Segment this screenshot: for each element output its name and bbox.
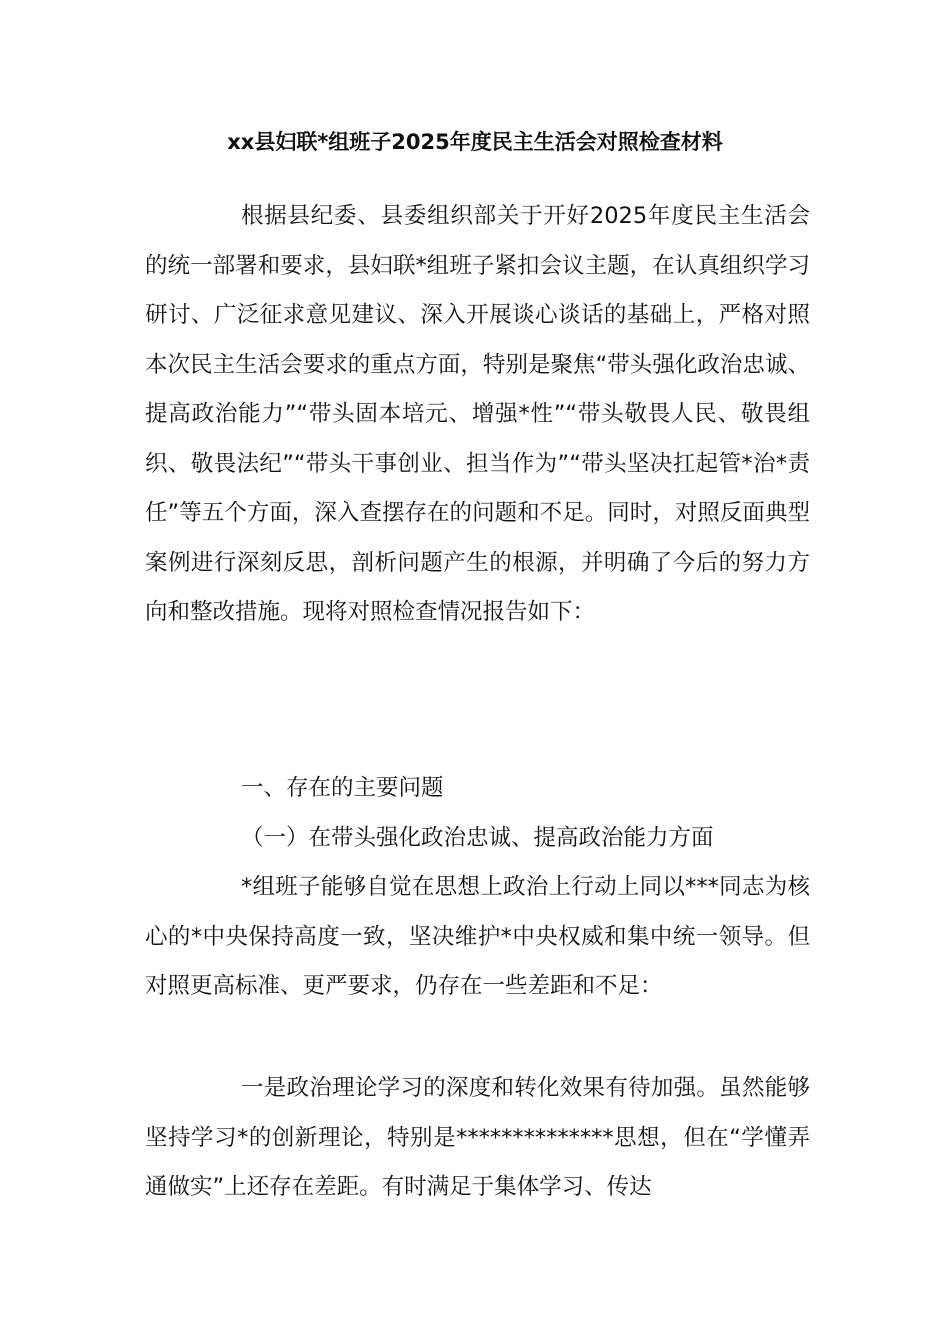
- section-heading: 一、存在的主要问题: [241, 775, 444, 801]
- document-title: xx县妇联*组班子2025年度民主生活会对照检查材料: [227, 130, 723, 154]
- subsection-paragraph: *组班子能够自觉在思想上政治上行动上同以***同志为核心的*中央保持高度一致，坚决维护*中央权威和集中统一领导。但对照更高标准、更严要求，仍存在一些差距和不足：: [145, 874, 810, 999]
- subsection-heading: （一）在带头强化政治忠诚、提高政治能力方面: [241, 825, 714, 851]
- intro-paragraph: 根据县纪委、县委组织部关于开好2025年度民主生活会的统一部署和要求，县妇联*组班子紧扣会议主题，在认真组织学习研讨、广泛征求意见建议、深入开展谈心谈话的基础上，严格对照本次民主生活会要求的重点方面，特别是聚焦“带头强化政治忠诚、提高政治能力”“带头固本培元、增强*性”“带头敬畏人民、敬畏组织、敬畏法纪”“带头干事创业、担当作为”“带头坚决扛起管*治*责任”等五个方面，深入查摆存在的问题和不足。同时，对照反面典型案例进行深刻反思，剖析问题产生的根源，并明确了今后的努力方向和整改措施。现将对照检查情况报告如下：: [145, 203, 810, 625]
- item-paragraph: 一是政治理论学习的深度和转化效果有待加强。虽然能够坚持学习*的创新理论，特别是**************思想，但在“学懂弄通做实”上还存在差距。有时满足于集体学习、传达: [145, 1075, 810, 1200]
